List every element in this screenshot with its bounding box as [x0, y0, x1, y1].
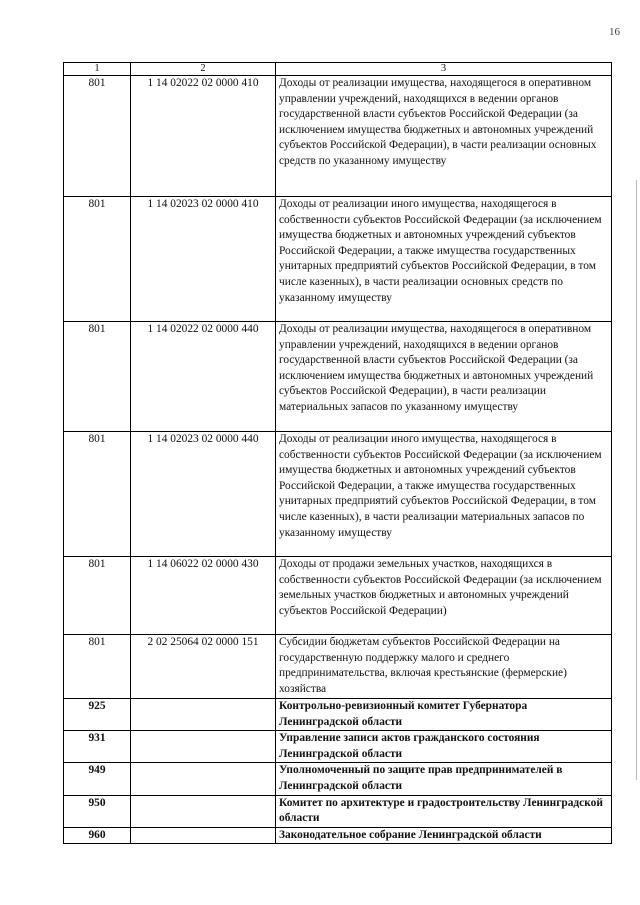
kbk-code-cell: 2 02 25064 02 0000 151 [131, 635, 276, 699]
kbk-code-cell [131, 795, 276, 827]
scan-edge-line [636, 180, 637, 780]
admin-code-cell: 801 [64, 322, 131, 432]
table-row [64, 322, 612, 432]
department-code-cell: 925 [64, 699, 131, 731]
kbk-code-cell [131, 827, 276, 844]
department-row [64, 795, 612, 827]
column-header-3: 3 [276, 63, 612, 76]
kbk-code-cell [131, 763, 276, 795]
department-code-cell: 960 [64, 827, 131, 844]
table-header-row [64, 63, 612, 76]
kbk-code-cell: 1 14 02023 02 0000 410 [131, 197, 276, 322]
kbk-code-cell [131, 731, 276, 763]
revenue-name-cell: Доходы от реализации иного имущества, находящегося в собственности субъектов Российской Федерации (за исключением имущества бюджетных и автономных учреждений субъектов Российской Федерации, а также имущества государственных унитарных предприятий субъектов Российской Федерации, в том числе казенных), в части реализации основных средств по указанному имуществу [276, 197, 612, 322]
department-name-cell: Уполномоченный по защите прав предпринимателей в Ленинградской области [276, 763, 612, 795]
column-header-1: 1 [64, 63, 131, 76]
department-name-cell: Управление записи актов гражданского состояния Ленинградской области [276, 731, 612, 763]
department-name-cell: Законодательное собрание Ленинградской области [276, 827, 612, 844]
column-header-2: 2 [131, 63, 276, 76]
revenue-name-cell: Доходы от реализации иного имущества, находящегося в собственности субъектов Российской Федерации (за исключением имущества бюджетных и автономных учреждений субъектов Российской Федерации, а также имущества государственных унитарных предприятий субъектов Российской Федерации, в том числе казенных), в части реализации материальных запасов по указанному имуществу [276, 432, 612, 557]
department-row [64, 827, 612, 844]
department-name-cell: Контрольно-ревизионный комитет Губернатора Ленинградской области [276, 699, 612, 731]
kbk-code-cell [131, 699, 276, 731]
department-name-cell: Комитет по архитектуре и градостроительству Ленинградской области [276, 795, 612, 827]
department-row [64, 699, 612, 731]
department-code-cell: 950 [64, 795, 131, 827]
revenue-name-cell: Доходы от реализации имущества, находящегося в оперативном управлении учреждений, находящихся в ведении органов государственной власти субъектов Российской Федерации (за исключением имущества бюджетных и автономных учреждений субъектов Российской Федерации), в части реализации основных средств по указанному имуществу [276, 76, 612, 197]
table-row [64, 557, 612, 635]
revenue-name-cell: Субсидии бюджетам субъектов Российской Федерации на государственную поддержку малого и среднего предпринимательства, включая крестьянские (фермерские) хозяйства [276, 635, 612, 699]
kbk-code-cell: 1 14 06022 02 0000 430 [131, 557, 276, 635]
admin-code-cell: 801 [64, 635, 131, 699]
admin-code-cell: 801 [64, 197, 131, 322]
table-row [64, 635, 612, 699]
table-row [64, 432, 612, 557]
revenue-codes-table [63, 62, 612, 844]
revenue-name-cell: Доходы от продажи земельных участков, находящихся в собственности субъектов Российской Федерации (за исключением земельных участков бюджетных и автономных учреждений субъектов Российской Федерации) [276, 557, 612, 635]
department-row [64, 763, 612, 795]
table-row [64, 76, 612, 197]
page-number: 16 [609, 26, 620, 38]
kbk-code-cell: 1 14 02022 02 0000 440 [131, 322, 276, 432]
department-code-cell: 931 [64, 731, 131, 763]
table-row [64, 197, 612, 322]
admin-code-cell: 801 [64, 432, 131, 557]
kbk-code-cell: 1 14 02022 02 0000 410 [131, 76, 276, 197]
admin-code-cell: 801 [64, 557, 131, 635]
department-row [64, 731, 612, 763]
admin-code-cell: 801 [64, 76, 131, 197]
kbk-code-cell: 1 14 02023 02 0000 440 [131, 432, 276, 557]
department-code-cell: 949 [64, 763, 131, 795]
revenue-name-cell: Доходы от реализации имущества, находящегося в оперативном управлении учреждений, находящихся в ведении органов государственной власти субъектов Российской Федерации (за исключением имущества бюджетных и автономных учреждений субъектов Российской Федерации), в части реализации материальных запасов по указанному имуществу [276, 322, 612, 432]
